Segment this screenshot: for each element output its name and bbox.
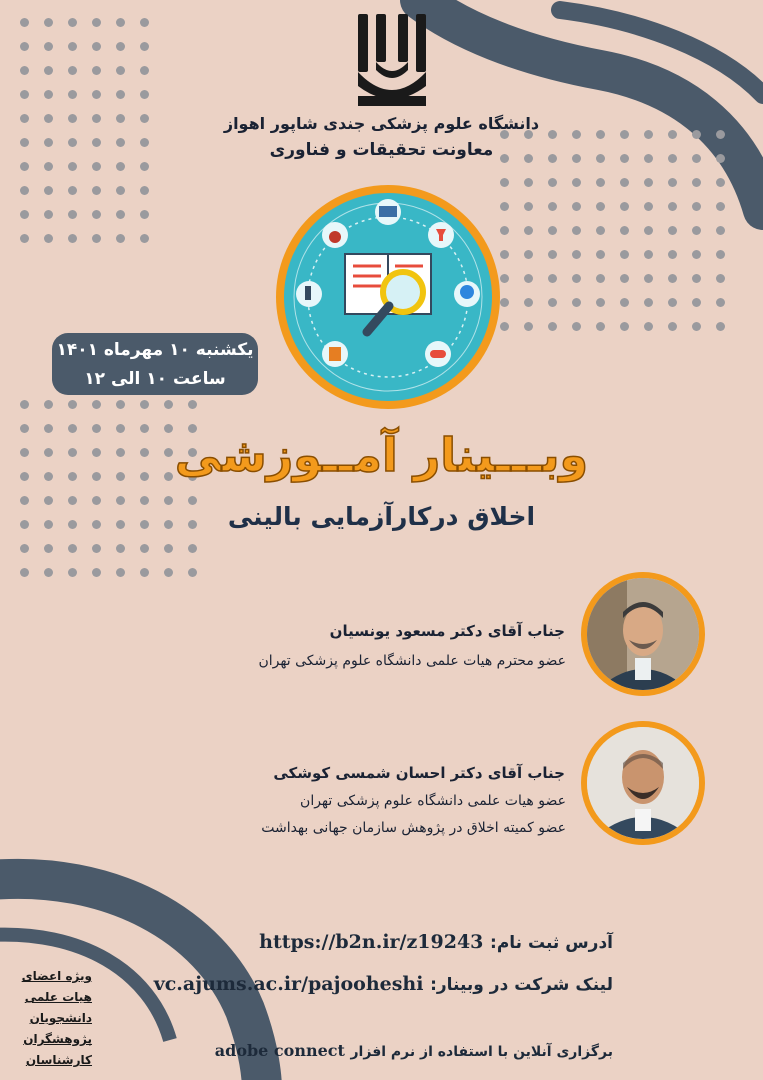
decor-dot	[116, 544, 125, 553]
decor-dot	[188, 544, 197, 553]
decor-dot	[692, 226, 701, 235]
speaker-2-role-2: عضو کمیته اخلاق در پژوهش سازمان جهانی بهداشت	[261, 820, 566, 836]
speaker-1-name: جناب آقای دکتر مسعود یونسیان	[329, 622, 565, 640]
decor-dot	[668, 202, 677, 211]
decor-dot	[92, 544, 101, 553]
decor-dot	[20, 90, 29, 99]
decor-dot	[44, 90, 53, 99]
decor-dot	[92, 568, 101, 577]
audience-item: کارشناسان	[25, 1053, 92, 1067]
decor-dot	[140, 234, 149, 243]
decor-dot	[68, 234, 77, 243]
webinar-link-row	[154, 973, 613, 995]
speaker-1-role: عضو محترم هیات علمی دانشگاه علوم پزشکی تهران	[258, 653, 566, 669]
decor-dot	[572, 202, 581, 211]
decor-dot	[68, 18, 77, 27]
decor-dot	[92, 18, 101, 27]
decor-dot	[692, 178, 701, 187]
decor-dot	[68, 90, 77, 99]
decor-dot	[68, 162, 77, 171]
decor-dot	[92, 162, 101, 171]
decor-dot	[524, 202, 533, 211]
decor-dot	[140, 90, 149, 99]
decor-dot	[692, 202, 701, 211]
decor-dot	[692, 298, 701, 307]
decor-dot	[716, 298, 725, 307]
decor-dot	[140, 568, 149, 577]
department-name: معاونت تحقیقات و فناوری	[269, 140, 494, 160]
decor-dot	[644, 274, 653, 283]
audience-item: هیات علمی	[24, 990, 92, 1004]
decor-dot	[68, 210, 77, 219]
decor-dot	[20, 42, 29, 51]
decor-dot	[644, 226, 653, 235]
audience-list	[20, 966, 92, 1071]
decor-dot	[692, 274, 701, 283]
decor-dot	[92, 210, 101, 219]
decor-dot	[596, 298, 605, 307]
decor-dot	[44, 400, 53, 409]
decor-dot	[20, 18, 29, 27]
decor-dot	[572, 178, 581, 187]
decor-dot	[140, 42, 149, 51]
decor-dot	[116, 568, 125, 577]
decor-dot	[44, 568, 53, 577]
decor-dot	[44, 42, 53, 51]
decor-dot	[668, 250, 677, 259]
decor-dot	[668, 274, 677, 283]
decor-dot	[20, 66, 29, 75]
decor-dot	[116, 90, 125, 99]
decor-dot	[116, 210, 125, 219]
decor-dot	[140, 544, 149, 553]
decor-dot	[44, 210, 53, 219]
webinar-link[interactable]: vc.ajums.ac.ir/pajooheshi	[153, 973, 424, 995]
decor-dot	[548, 226, 557, 235]
decor-dot	[692, 322, 701, 331]
registration-link[interactable]: https://b2n.ir/z19243	[259, 931, 484, 953]
decor-dot	[572, 250, 581, 259]
decor-dot	[572, 298, 581, 307]
decor-dot	[548, 178, 557, 187]
schedule-box	[52, 333, 258, 395]
schedule-date: یکشنبه ۱۰ مهرماه ۱۴۰۱	[56, 340, 254, 360]
decor-dot	[548, 322, 557, 331]
decor-dot	[716, 178, 725, 187]
decor-dot	[668, 298, 677, 307]
decor-dot	[116, 42, 125, 51]
decor-dot	[44, 18, 53, 27]
decor-dot	[644, 250, 653, 259]
decor-dot	[596, 178, 605, 187]
decor-dot	[716, 202, 725, 211]
decor-dot	[68, 544, 77, 553]
decor-dot	[44, 544, 53, 553]
decor-dot	[92, 90, 101, 99]
decor-dot	[524, 226, 533, 235]
webinar-title: وبـــینار آمــوزشی	[174, 428, 589, 482]
decor-dot	[668, 178, 677, 187]
decor-dot	[596, 250, 605, 259]
registration-row	[259, 931, 613, 953]
decor-dot	[668, 322, 677, 331]
decor-dot	[620, 178, 629, 187]
schedule-time: ساعت ۱۰ الی ۱۲	[84, 369, 226, 389]
dot-grid-right	[500, 130, 740, 350]
decor-dot	[68, 186, 77, 195]
decor-dot	[644, 178, 653, 187]
decor-dot	[44, 234, 53, 243]
decor-dot	[572, 274, 581, 283]
decor-dot	[596, 226, 605, 235]
decor-dot	[644, 202, 653, 211]
decor-dot	[68, 568, 77, 577]
speaker-1-avatar	[581, 572, 705, 696]
decor-dot	[620, 226, 629, 235]
decor-dot	[548, 250, 557, 259]
software-row	[215, 1041, 613, 1060]
decor-dot	[140, 400, 149, 409]
audience-item: دانشجویان	[29, 1011, 92, 1025]
decor-dot	[92, 400, 101, 409]
decor-dot	[68, 400, 77, 409]
decor-dot	[68, 66, 77, 75]
decor-dot	[20, 210, 29, 219]
decor-dot	[20, 234, 29, 243]
decor-dot	[572, 226, 581, 235]
decor-dot	[188, 400, 197, 409]
audience-item: ویژه اعضای	[21, 969, 92, 983]
university-name: دانشگاه علوم پزشکی جندی شاپور اهواز	[223, 114, 540, 133]
decor-dot	[44, 66, 53, 75]
decor-dot	[116, 18, 125, 27]
decor-dot	[548, 202, 557, 211]
decor-dot	[116, 186, 125, 195]
decor-dot	[140, 18, 149, 27]
software-text: برگزاری آنلاین با استفاده از نرم افزار	[350, 1044, 613, 1060]
decor-dot	[140, 66, 149, 75]
decor-dot	[716, 274, 725, 283]
person-photo-icon	[587, 578, 699, 690]
decor-dot	[164, 544, 173, 553]
decor-dot	[620, 202, 629, 211]
decor-dot	[20, 568, 29, 577]
decor-dot	[116, 162, 125, 171]
decor-dot	[188, 568, 197, 577]
decor-dot	[44, 162, 53, 171]
decor-dot	[716, 322, 725, 331]
decor-dot	[140, 162, 149, 171]
decor-dot	[20, 186, 29, 195]
decor-dot	[164, 400, 173, 409]
decor-dot	[644, 322, 653, 331]
decor-dot	[620, 322, 629, 331]
decor-dot	[524, 274, 533, 283]
decor-dot	[668, 226, 677, 235]
decor-dot	[116, 400, 125, 409]
webinar-subtitle: اخلاق درکارآزمایی بالینی	[227, 502, 536, 531]
speaker-2-role-1: عضو هیات علمی دانشگاه علوم پزشکی تهران	[300, 793, 566, 809]
decor-dot	[548, 274, 557, 283]
decor-dot	[140, 210, 149, 219]
decor-dot	[716, 250, 725, 259]
decor-dot	[524, 250, 533, 259]
decor-dot	[116, 66, 125, 75]
decor-dot	[116, 234, 125, 243]
decor-dot	[524, 298, 533, 307]
decor-dot	[20, 544, 29, 553]
decor-dot	[20, 400, 29, 409]
university-logo-icon	[352, 12, 432, 110]
registration-label: آدرس ثبت نام:	[490, 933, 613, 953]
decor-dot	[596, 322, 605, 331]
speaker-2-name: جناب آقای دکتر احسان شمسی کوشکی	[273, 764, 565, 782]
decor-dot	[620, 274, 629, 283]
decor-dot	[92, 66, 101, 75]
book-magnifier-research-icon	[273, 182, 503, 412]
decor-dot	[572, 322, 581, 331]
person-photo-icon	[587, 727, 699, 839]
decor-dot	[620, 298, 629, 307]
decor-dot	[92, 42, 101, 51]
webinar-link-label: لینک شرکت در وبینار:	[430, 975, 613, 995]
decor-dot	[92, 234, 101, 243]
dot-grid-top-left	[20, 18, 170, 258]
decor-dot	[524, 322, 533, 331]
decor-dot	[716, 226, 725, 235]
decor-dot	[596, 202, 605, 211]
decor-dot	[548, 298, 557, 307]
decor-dot	[644, 298, 653, 307]
decor-dot	[596, 274, 605, 283]
decor-dot	[140, 186, 149, 195]
decor-dot	[68, 42, 77, 51]
decor-dot	[20, 162, 29, 171]
software-name: adobe connect	[214, 1041, 345, 1060]
speaker-2-avatar	[581, 721, 705, 845]
decor-dot	[92, 186, 101, 195]
decor-dot	[524, 178, 533, 187]
decor-dot	[164, 568, 173, 577]
audience-item: پژوهشگران	[23, 1032, 92, 1046]
decor-dot	[44, 186, 53, 195]
decor-dot	[620, 250, 629, 259]
decor-dot	[692, 250, 701, 259]
